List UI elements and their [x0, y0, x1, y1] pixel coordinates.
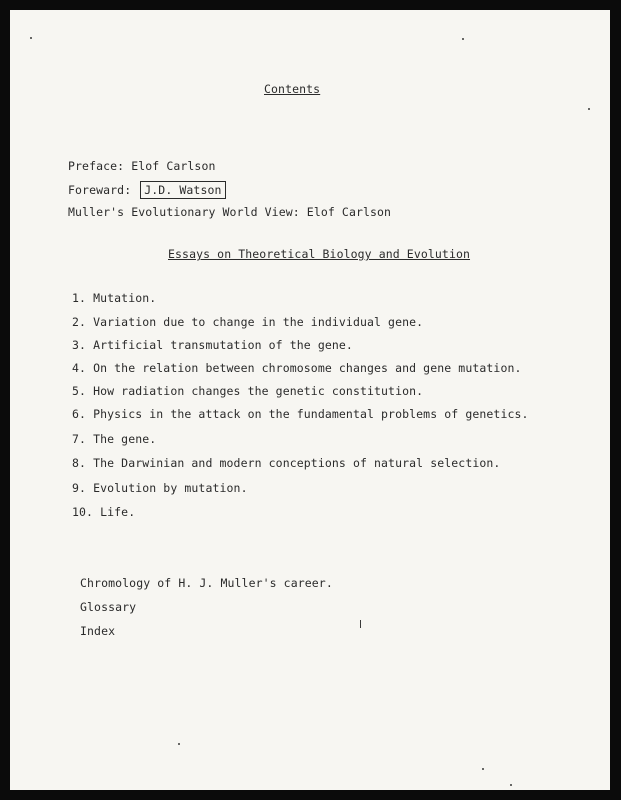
mullers-view-line: Muller's Evolutionary World View: Elof Carlson: [68, 205, 392, 219]
foreword-label: Foreward:: [68, 183, 132, 197]
essay-item: 6. Physics in the attack on the fundamental problems of genetics.: [72, 407, 529, 421]
back-matter-item: Glossary: [80, 600, 137, 614]
essay-item: 3. Artificial transmutation of the gene.: [72, 338, 353, 352]
back-matter-item: Chromology of H. J. Muller's career.: [80, 576, 333, 590]
document-page: [10, 10, 610, 790]
paper-speck: [462, 38, 464, 40]
paper-speck: [30, 37, 32, 39]
essay-item: 7. The gene.: [72, 432, 157, 446]
essay-item: 4. On the relation between chromosome changes and gene mutation.: [72, 361, 522, 375]
back-matter-item: Index: [80, 624, 116, 638]
page-title: Contents: [264, 82, 321, 96]
essay-item: 9. Evolution by mutation.: [72, 481, 248, 495]
paper-speck: [178, 743, 180, 745]
essay-item: 8. The Darwinian and modern conceptions of natural selection.: [72, 456, 501, 470]
paper-speck: [482, 768, 484, 770]
paper-speck: [588, 108, 590, 110]
foreword-name-boxed: J.D. Watson: [140, 181, 225, 199]
essay-item: 1. Mutation.: [72, 291, 157, 305]
paper-speck: [510, 784, 512, 786]
preface-line: Preface: Elof Carlson: [68, 159, 216, 173]
essay-item: 5. How radiation changes the genetic constitution.: [72, 384, 424, 398]
essay-item: 10. Life.: [72, 505, 136, 519]
foreword-line: [68, 183, 226, 197]
paper-speck: [360, 620, 361, 628]
section-heading: Essays on Theoretical Biology and Evolution: [168, 247, 471, 261]
essay-item: 2. Variation due to change in the individual gene.: [72, 315, 424, 329]
